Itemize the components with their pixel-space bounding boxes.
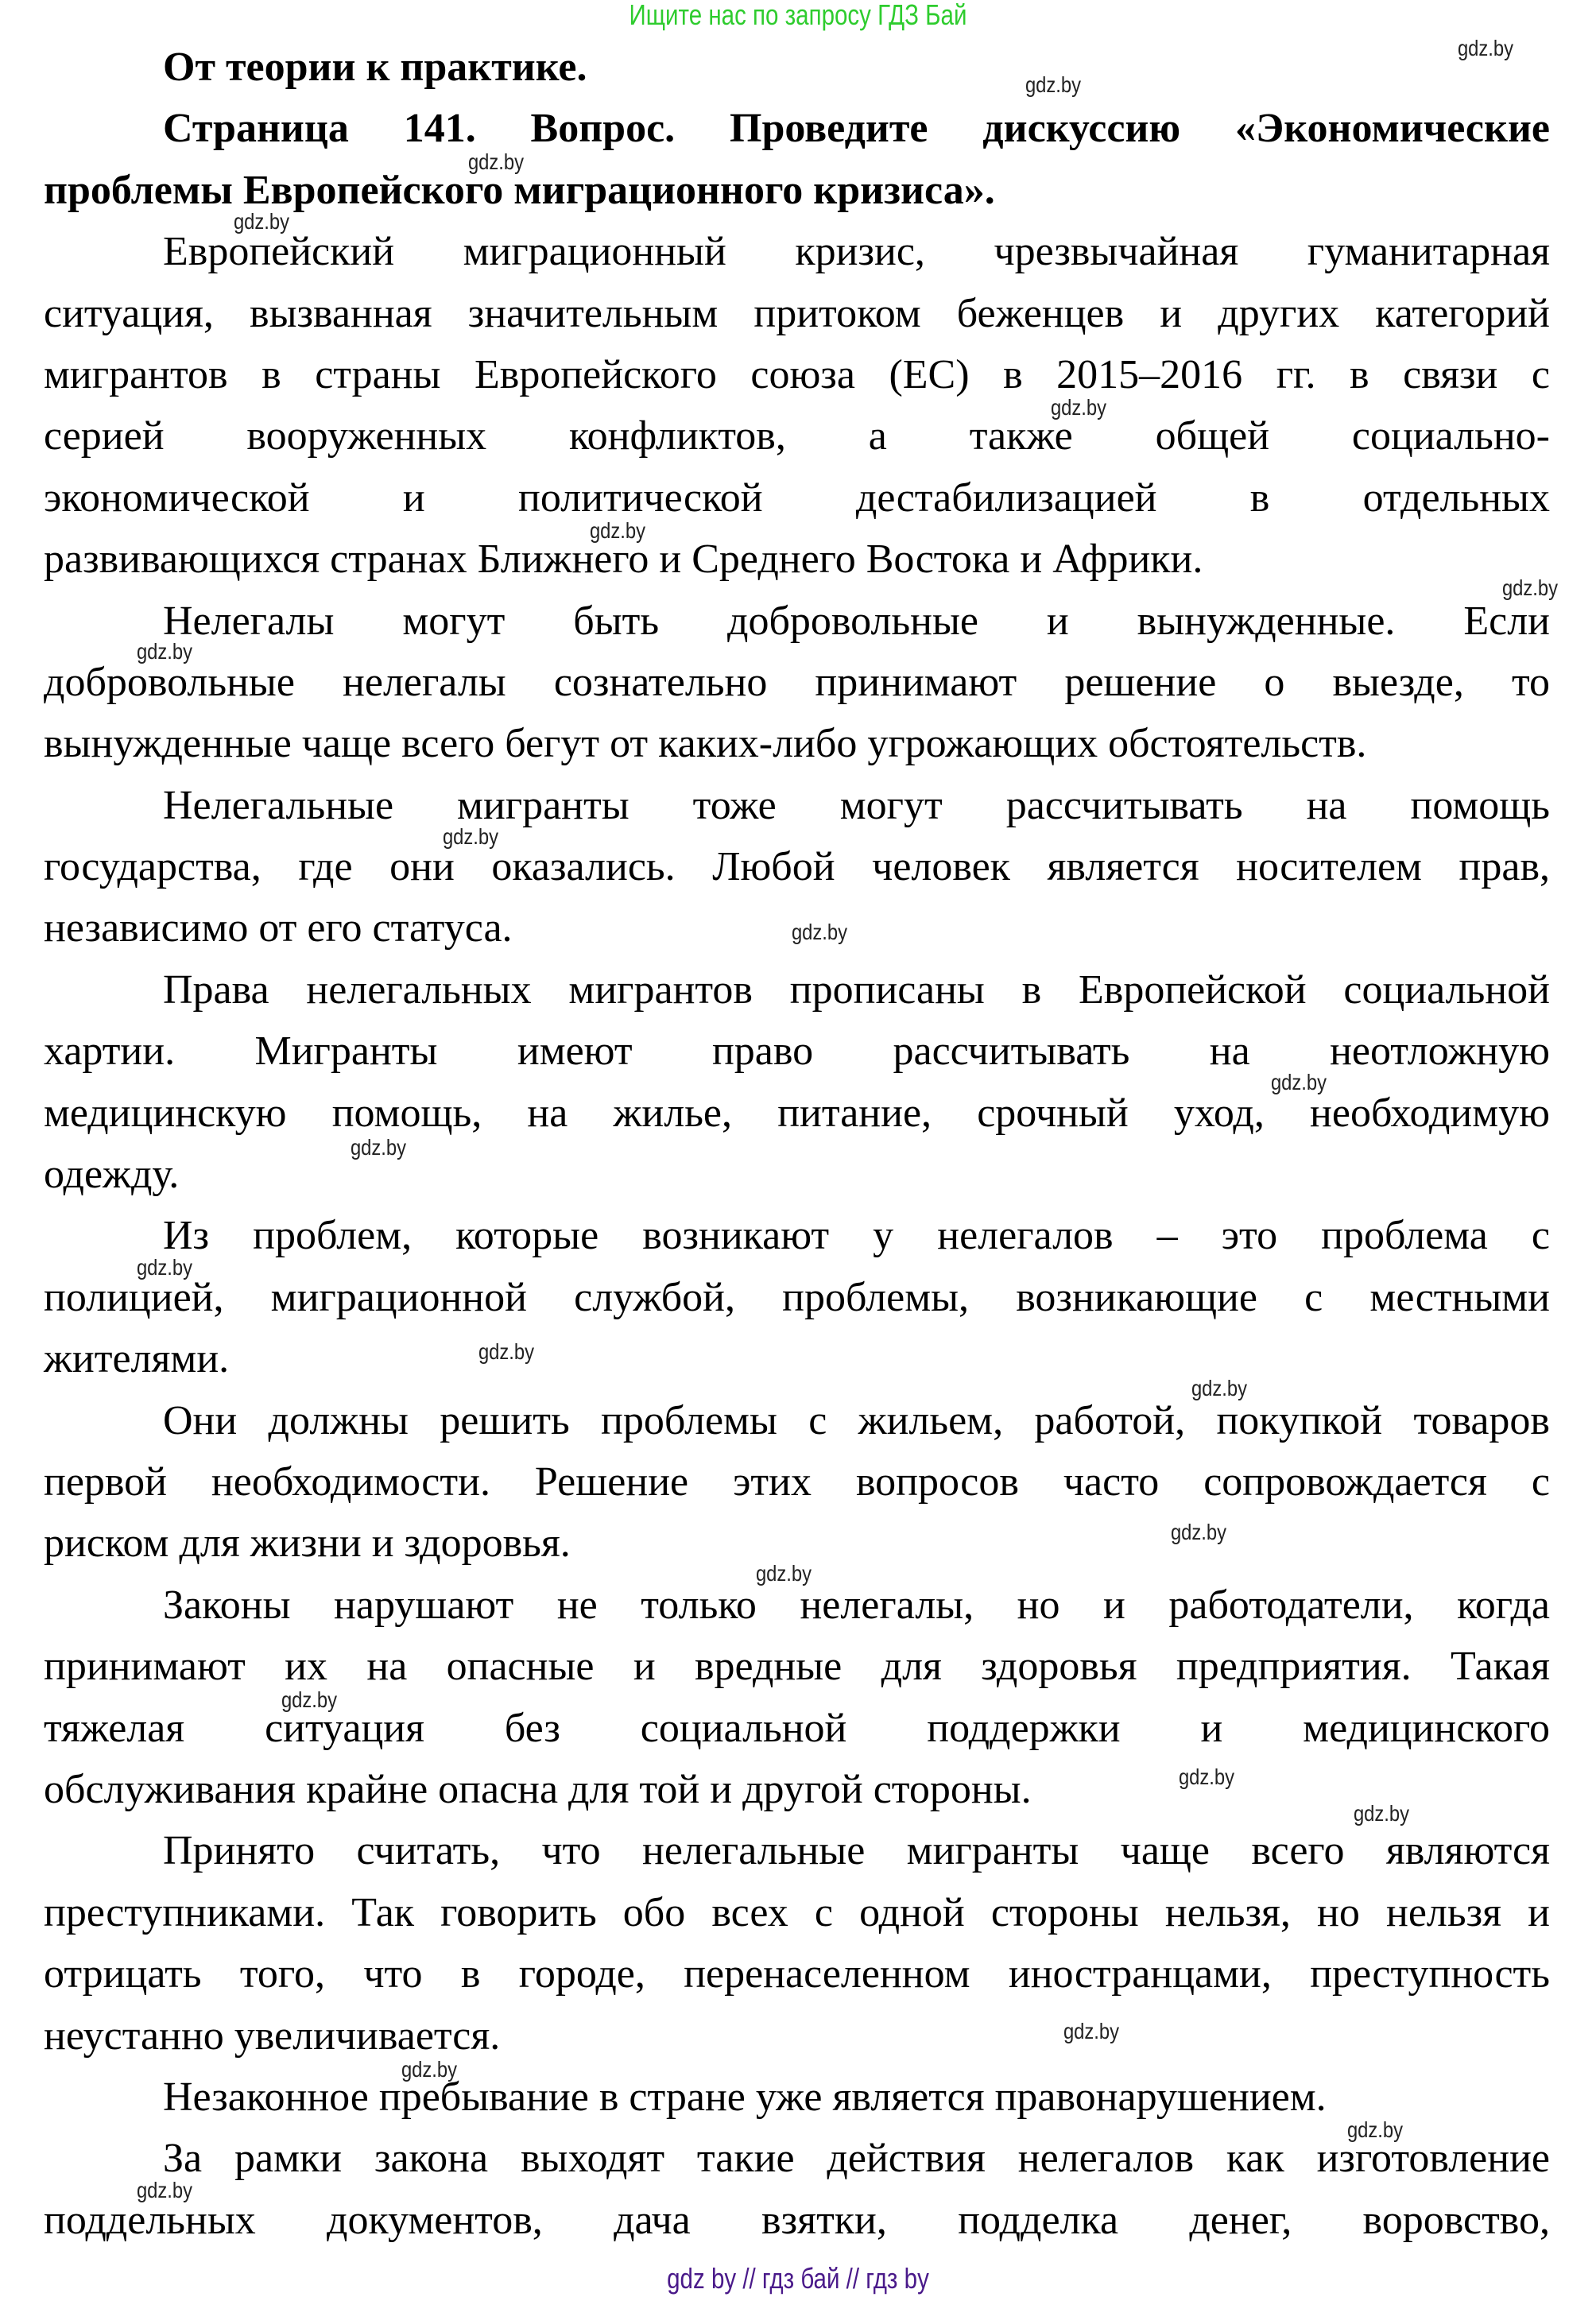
gdz-watermark: gdz.by: [467, 149, 524, 174]
gdz-watermark: gdz.by: [590, 518, 646, 544]
paragraph-line: [44, 1328, 1550, 1389]
paragraph-line: [44, 1698, 1550, 1759]
paragraph-line-text: Права нелегальных мигрантов прописаны в Европейской социальной: [163, 966, 1550, 1013]
paragraph-line-text: экономической и политической дестабилизацией в отдельных: [44, 475, 1550, 521]
paragraph-line: [44, 1636, 1550, 1697]
paragraph-line-text: Законы нарушают не только нелегалы, но и работодатели, когда: [163, 1582, 1550, 1628]
section-heading-text: От теории к практике.: [163, 45, 587, 90]
gdz-watermark: gdz.by: [1191, 1376, 1248, 1401]
paragraph-line-text: Они должны решить проблемы с жильем, работой, покупкой товаров: [163, 1397, 1550, 1443]
paragraph-line-text: жителями.: [44, 1336, 230, 1382]
paragraph-line-text: государства, где они оказались. Любой человек является носителем прав,: [44, 844, 1550, 890]
document-body: [44, 37, 1550, 2251]
gdz-watermark: gdz.by: [443, 824, 499, 850]
paragraph-line: [44, 959, 1550, 1021]
paragraph-line: [44, 283, 1550, 344]
paragraph-line: [44, 2190, 1550, 2251]
paragraph-line: [44, 467, 1550, 529]
paragraph-line: [44, 2128, 1550, 2189]
paragraph-line-text: Принято считать, что нелегальные мигранты чаще всего являются: [163, 1828, 1550, 1874]
paragraph-line-text: вынужденные чаще всего бегут от каких-либо угрожающих обстоятельств.: [44, 721, 1367, 767]
paragraph-line-text: поддельных документов, дача взятки, подделка денег, воровство,: [44, 2197, 1550, 2243]
gdz-watermark: gdz.by: [756, 1561, 812, 1586]
gdz-watermark: gdz.by: [1501, 575, 1558, 601]
paragraph-line-text: Европейский миграционный кризис, чрезвычайная гуманитарная: [163, 229, 1550, 275]
search-banner[interactable]: Ищите нас по запросу ГДЗ Бай: [629, 0, 967, 31]
paragraph-line: [44, 1267, 1550, 1328]
paragraph-line-text: первой необходимости. Решение этих вопросов часто сопровождается с: [44, 1458, 1550, 1505]
paragraph-line: [44, 1205, 1550, 1266]
gdz-watermark: gdz.by: [1025, 72, 1082, 98]
paragraph-line-text: хартии. Мигранты имеют право рассчитывать на неотложную: [44, 1028, 1550, 1075]
paragraph-line: [44, 344, 1550, 405]
question-heading-line-text: Страница 141. Вопрос. Проведите дискуссию «Экономические: [163, 106, 1550, 152]
paragraph-line-text: Из проблем, которые возникают у нелегалов – это проблема с: [163, 1213, 1550, 1259]
gdz-watermark: gdz.by: [1050, 394, 1106, 420]
gdz-watermark: gdz.by: [1178, 1764, 1234, 1789]
question-heading-line: [44, 98, 1550, 159]
paragraph-line-text: независимо от его статуса.: [44, 905, 513, 951]
gdz-watermark: gdz.by: [137, 638, 193, 664]
paragraph-line-text: полицией, миграционной службой, проблемы, возникающие с местными: [44, 1274, 1550, 1320]
footer-watermark-banner[interactable]: gdz by // гдз бай // гдз by: [667, 2262, 929, 2295]
gdz-watermark: gdz.by: [281, 1687, 337, 1713]
paragraph-line-text: серией вооруженных конфликтов, а также общей социально-: [44, 413, 1550, 459]
gdz-watermark: gdz.by: [234, 209, 290, 234]
gdz-watermark: gdz.by: [478, 1338, 534, 1364]
section-heading: [44, 37, 1550, 98]
gdz-watermark: gdz.by: [137, 2177, 193, 2202]
paragraph-line: [44, 529, 1550, 590]
gdz-watermark: gdz.by: [1347, 2117, 1404, 2142]
paragraph-line: [44, 1390, 1550, 1451]
gdz-watermark: gdz.by: [1353, 1800, 1409, 1826]
paragraph-line-text: Незаконное пребывание в стране уже является правонарушением.: [163, 2074, 1327, 2120]
paragraph-line-text: За рамки закона выходят такие действия нелегалов как изготовление: [163, 2136, 1550, 2182]
paragraph-line: [44, 405, 1550, 467]
paragraph-line: [44, 1882, 1550, 1943]
paragraph-line: [44, 1759, 1550, 1820]
paragraph-line-text: неустанно увеличивается.: [44, 2012, 501, 2059]
gdz-watermark: gdz.by: [1271, 1070, 1327, 1095]
paragraph-line-text: мигрантов в страны Европейского союза (ЕС) в 2015–2016 гг. в связи с: [44, 351, 1550, 397]
paragraph-line-text: добровольные нелегалы сознательно принимают решение о выезде, то: [44, 659, 1550, 705]
gdz-watermark: gdz.by: [1063, 2018, 1120, 2043]
paragraph-line: [44, 1144, 1550, 1205]
paragraph-line-text: Нелегалы могут быть добровольные и вынужденные. Если: [163, 598, 1550, 644]
paragraph-line-text: медицинскую помощь, на жилье, питание, срочный уход, необходимую: [44, 1090, 1550, 1136]
gdz-watermark: gdz.by: [1171, 1520, 1227, 1545]
paragraph-line: [44, 1943, 1550, 2005]
paragraph-line: [44, 652, 1550, 713]
gdz-watermark: gdz.by: [791, 920, 847, 945]
paragraph-line-text: Нелегальные мигранты тоже могут рассчитывать на помощь: [163, 782, 1550, 828]
question-heading-line-text: проблемы Европейского миграционного кризиса».: [44, 167, 995, 213]
gdz-watermark: gdz.by: [350, 1134, 406, 1160]
paragraph-line-text: одежду.: [44, 1152, 180, 1198]
paragraph-line: [44, 1451, 1550, 1513]
gdz-watermark: gdz.by: [137, 1255, 193, 1280]
paragraph-line: [44, 2005, 1550, 2067]
paragraph-line: [44, 836, 1550, 897]
paragraph-line: [44, 713, 1550, 774]
paragraph-line-text: преступниками. Так говорить обо всех с одной стороны нельзя, но нельзя и: [44, 1889, 1550, 1935]
paragraph-line: [44, 2067, 1550, 2128]
paragraph-line-text: развивающихся странах Ближнего и Среднего Востока и Африки.: [44, 536, 1203, 583]
gdz-watermark: gdz.by: [1458, 36, 1514, 61]
paragraph-line-text: риском для жизни и здоровья.: [44, 1520, 571, 1567]
paragraph-line: [44, 591, 1550, 652]
paragraph-line-text: принимают их на опасные и вредные для здоровья предприятия. Такая: [44, 1644, 1550, 1690]
paragraph-line-text: обслуживания крайне опасна для той и другой стороны.: [44, 1766, 1032, 1812]
paragraph-line-text: тяжелая ситуация без социальной поддержки и медицинского: [44, 1705, 1550, 1751]
paragraph-line: [44, 775, 1550, 836]
paragraph-line-text: ситуация, вызванная значительным притоком беженцев и других категорий: [44, 290, 1550, 336]
paragraph-line-text: отрицать того, что в городе, перенаселенном иностранцами, преступность: [44, 1951, 1550, 1997]
paragraph-line: [44, 1820, 1550, 1881]
gdz-watermark: gdz.by: [401, 2056, 458, 2082]
